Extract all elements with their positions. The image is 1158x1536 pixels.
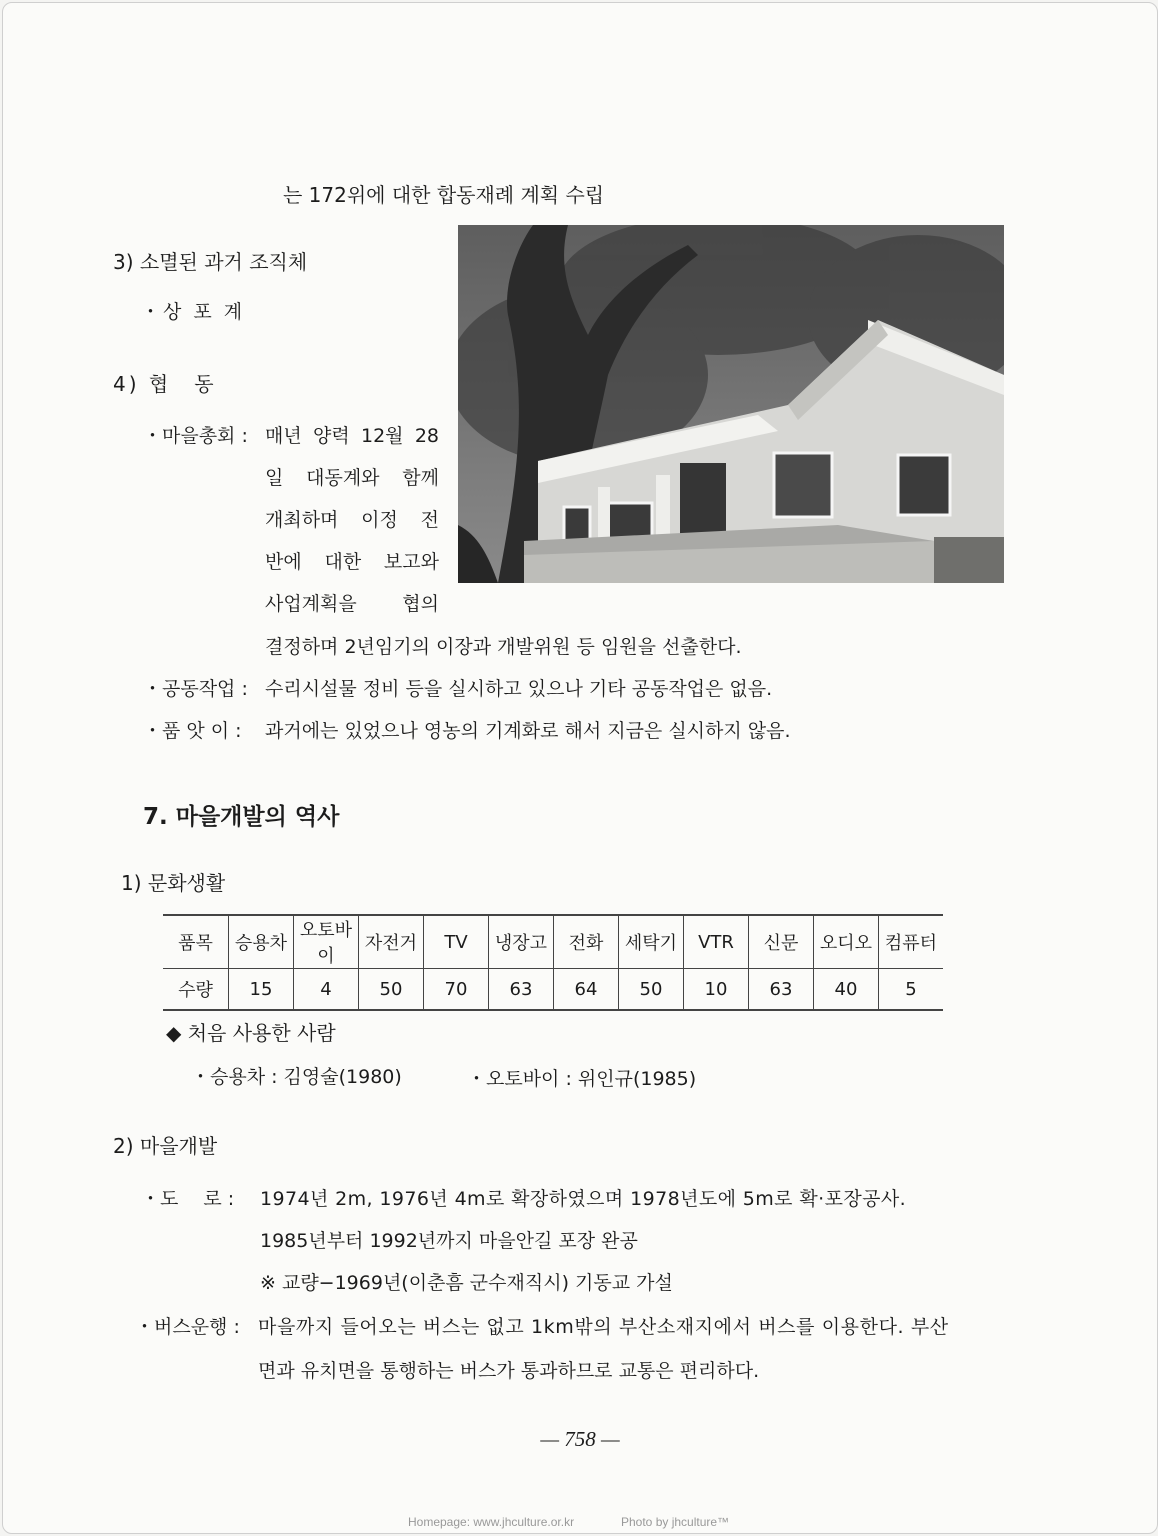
- table-cell: 50: [359, 969, 424, 1011]
- bus-line: 면과 유치면을 통행하는 버스가 통과하므로 교통은 편리하다.: [258, 1360, 760, 1382]
- sec4-item-line: 개최하며 이정 전: [265, 509, 439, 531]
- table-cell: TV: [424, 915, 489, 969]
- table-cell: 15: [229, 969, 294, 1011]
- sec4-item-text: 과거에는 있었으나 영농의 기계화로 해서 지금은 실시하지 않음.: [265, 720, 791, 742]
- sec4-item-line: 일 대동계와 함께: [265, 467, 439, 489]
- table-cell: 신문: [749, 915, 814, 969]
- table-row: [163, 969, 943, 1011]
- bus-line: 마을까지 들어오는 버스는 없고 1km밖의 부산소재지에서 버스를 이용한다. 부산: [258, 1316, 949, 1338]
- sec4-item-line: 매년 양력 12월 28: [265, 425, 439, 447]
- road-line: ※ 교량−1969년(이춘흠 군수재직시) 기동교 가설: [260, 1272, 673, 1294]
- table-cell: 50: [619, 969, 684, 1011]
- table-cell: 63: [749, 969, 814, 1011]
- table-cell: 63: [489, 969, 554, 1011]
- table-cell: VTR: [684, 915, 749, 969]
- table-cell: 4: [294, 969, 359, 1011]
- sec4-item-line: 사업계획을 협의: [265, 593, 439, 615]
- table-cell: 냉장고: [489, 915, 554, 969]
- table-cell: 수량: [163, 969, 229, 1011]
- bus-label: ・버스운행 :: [135, 1316, 240, 1338]
- first-user-item: ・오토바이 : 위인규(1985): [467, 1068, 697, 1090]
- sec4-heading: 4) 협 동: [113, 372, 217, 396]
- road-line: 1985년부터 1992년까지 마을안길 포장 완공: [260, 1230, 638, 1252]
- page-number: — 758 —: [540, 1427, 620, 1451]
- table-cell: 세탁기: [619, 915, 684, 969]
- footer-photo-credit: Photo by jhculture™: [621, 1515, 730, 1529]
- first-users-heading: ◆ 처음 사용한 사람: [166, 1021, 336, 1045]
- table-cell: 70: [424, 969, 489, 1011]
- village-dev-heading: 2) 마을개발: [113, 1134, 218, 1158]
- sec4-item-label: ・품 앗 이 :: [143, 720, 242, 742]
- table-cell: 컴퓨터: [879, 915, 944, 969]
- table-cell: 자전거: [359, 915, 424, 969]
- first-user-item: ・승용차 : 김영술(1980): [191, 1066, 402, 1088]
- sec4-item-label: ・마을총회 :: [143, 425, 248, 447]
- table-cell: 64: [554, 969, 619, 1011]
- culture-heading: 1) 문화생활: [121, 871, 226, 895]
- sec4-item-text: 수리시설물 정비 등을 실시하고 있으나 기타 공동작업은 없음.: [265, 678, 773, 700]
- document-page: [2, 2, 1158, 1534]
- road-label: ・도 로 :: [141, 1188, 235, 1210]
- village-hall-photo: [458, 225, 1004, 583]
- table-cell: 오토바이: [294, 915, 359, 969]
- sec4-item-line: 결정하며 2년임기의 이장과 개발위원 등 임원을 선출한다.: [265, 636, 742, 658]
- road-line: 1974년 2m, 1976년 4m로 확장하였으며 1978년도에 5m로 확·포장공사.: [260, 1188, 907, 1210]
- table-cell: 오디오: [814, 915, 879, 969]
- table-cell: 40: [814, 969, 879, 1011]
- table-cell: 10: [684, 969, 749, 1011]
- sec3-heading: 3) 소멸된 과거 조직체: [113, 250, 308, 274]
- table-cell: 전화: [554, 915, 619, 969]
- table-cell: 5: [879, 969, 944, 1011]
- table-cell: 승용차: [229, 915, 294, 969]
- table-cell: 품목: [163, 915, 229, 969]
- intro-line: 는 172위에 대한 합동재례 계획 수립: [283, 183, 605, 207]
- sec3-item: ・상 포 계: [141, 301, 246, 323]
- culture-table: [163, 914, 943, 1011]
- sec4-item-label: ・공동작업 :: [143, 678, 248, 700]
- footer-homepage: Homepage: www.jhculture.or.kr: [408, 1515, 575, 1529]
- table-row: [163, 915, 943, 969]
- sec4-item-line: 반에 대한 보고와: [265, 551, 439, 573]
- chapter-7-title: 7. 마을개발의 역사: [143, 804, 340, 830]
